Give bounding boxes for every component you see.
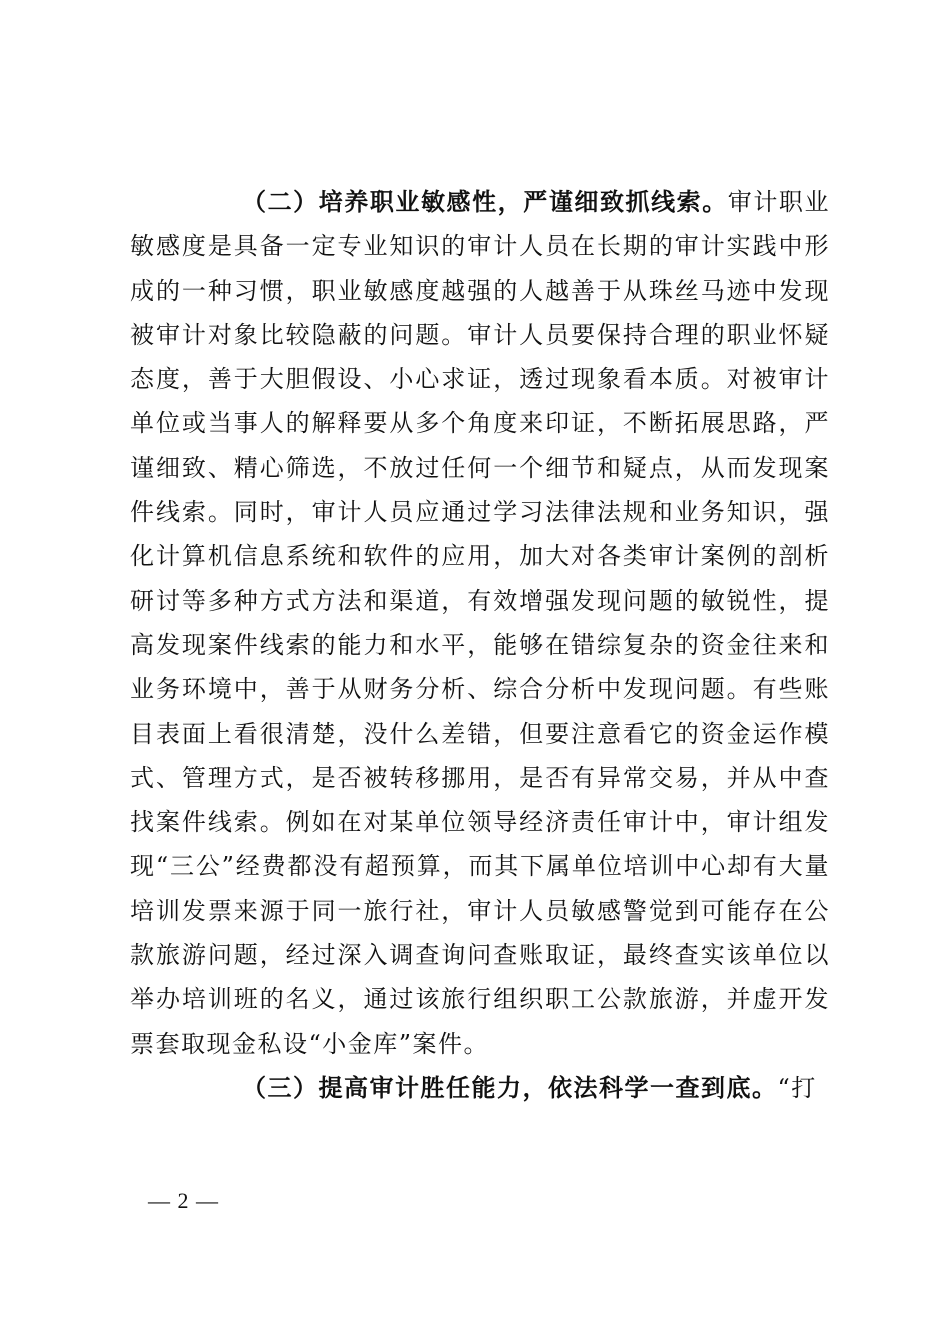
- paragraph-body: 审计职业敏感度是具备一定专业知识的审计人员在长期的审计实践中形成的一种习惯，职业敏感度越强的人越善于从珠丝马迹中发现被审计对象比较隐蔽的问题。审计人员要保持合理的职业怀疑态度，善于大胆假设、小心求证，透过现象看本质。对被审计单位或当事人的解释要从多个角度来印证，不断拓展思路，严谨细致、精心筛选，不放过任何一个细节和疑点，从而发现案件线索。同时，审计人员应通过学习法律法规和业务知识，强化计算机信息系统和软件的应用，加大对各类审计案例的剖析研讨等多种方式方法和渠道，有效增强发现问题的敏锐性，提高发现案件线索的能力和水平，能够在错综复杂的资金往来和业务环境中，善于从财务分析、综合分析中发现问题。有些账目表面上看很清楚，没什么差错，但要注意看它的资金运作模式、管理方式，是否被转移挪用，是否有异常交易，并从中查找案件线索。例如在对某单位领导经济责任审计中，审计组发现“三公”经费都没有超预算，而其下属单位培训中心却有大量培训发票来源于同一旅行社，审计人员敏感警觉到可能存在公款旅游问题，经过深入调查询问查账取证，最终查实该单位以举办培训班的名义，通过该旅行组织职工公款旅游，并虚开发票套取现金私设“小金库”案件。: [130, 188, 831, 1058]
- paragraph-body: “打: [777, 1073, 817, 1102]
- section-heading: （二）培养职业敏感性，严谨细致抓线索。: [242, 187, 728, 216]
- body-text: [130, 180, 830, 1110]
- paragraph-section-3: [130, 1066, 830, 1110]
- page-number: — 2 —: [148, 1188, 219, 1213]
- paragraph-section-2: [130, 180, 830, 1066]
- section-heading: （三）提高审计胜任能力，依法科学一查到底。: [242, 1072, 778, 1102]
